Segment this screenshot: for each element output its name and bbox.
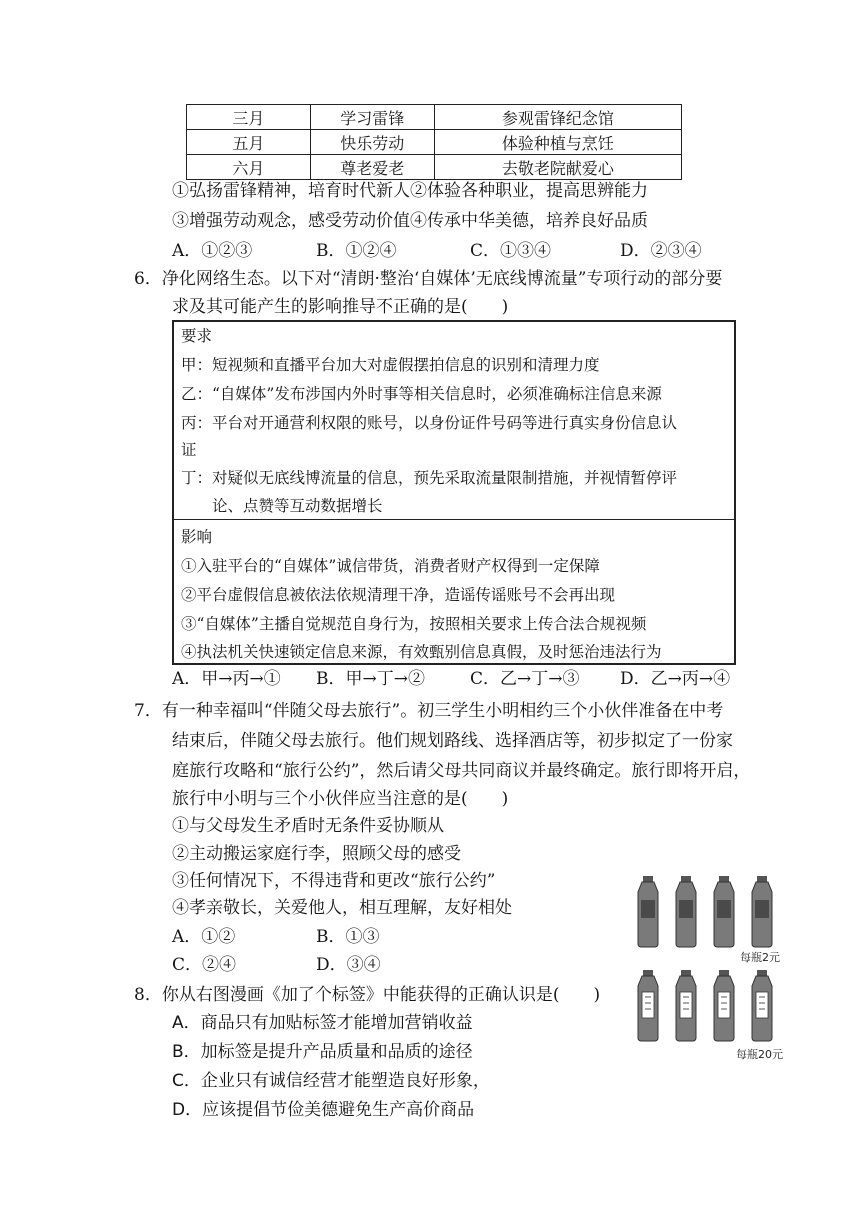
q5-option-b: B．①②④ bbox=[316, 241, 397, 261]
table-cell: 三月 bbox=[187, 105, 311, 130]
q6-stem: 求及其可能产生的影响推导不正确的是( ) bbox=[172, 297, 509, 317]
price-bottom-label: 每瓶20元 bbox=[736, 1048, 783, 1061]
q7-statement: ①与父母发生矛盾时无条件妥协顺从 bbox=[172, 816, 444, 836]
table-row bbox=[187, 155, 682, 180]
q7-stem: 7．有一种幸福叫“伴随父母去旅行”。初三学生小明相约三个小伙伴准备在中考 bbox=[134, 701, 724, 721]
impact-title: 影响 bbox=[181, 528, 213, 546]
req-line: 丁：对疑似无底线博流量的信息，预先采取流量限制措施，并视情暂停评 bbox=[181, 469, 678, 487]
impact-line: ④执法机关快速锁定信息来源，有效甄别信息真假，及时惩治违法行为 bbox=[181, 643, 662, 661]
q6-option-d: D．乙→丙→④ bbox=[620, 669, 731, 689]
table-cell: 参观雷锋纪念馆 bbox=[434, 105, 681, 130]
q5-option-c: C．①③④ bbox=[470, 241, 552, 261]
q7-statement: ②主动搬运家庭行李，照顾父母的感受 bbox=[172, 844, 461, 864]
table-cell: 去敬老院献爱心 bbox=[434, 155, 681, 180]
schedule-table bbox=[186, 104, 682, 180]
q6-box bbox=[172, 320, 736, 665]
price-top-label: 每瓶2元 bbox=[740, 951, 780, 964]
table-cell: 五月 bbox=[187, 130, 311, 155]
q5-statement-line: ①弘扬雷锋精神，培育时代新人②体验各种职业，提高思辨能力 bbox=[172, 181, 648, 201]
bottle-comic-image bbox=[628, 870, 793, 1070]
q5-statement-line: ③增强劳动观念，感受劳动价值④传承中华美德，培养良好品质 bbox=[172, 211, 648, 231]
q8-option-c: C．企业只有诚信经营才能塑造良好形象， bbox=[172, 1071, 490, 1091]
req-line: 甲：短视频和直播平台加大对虚假摆拍信息的识别和清理力度 bbox=[181, 356, 600, 374]
req-title: 要求 bbox=[181, 327, 213, 345]
box-divider bbox=[174, 519, 734, 520]
q6-option-a: A．甲→丙→① bbox=[172, 669, 281, 689]
table-row bbox=[187, 105, 682, 130]
q7-stem: 庭旅行攻略和“旅行公约”，然后请父母共同商议并最终确定。旅行即将开启， bbox=[172, 761, 751, 781]
table-cell: 快乐劳动 bbox=[310, 130, 434, 155]
q7-statement: ④孝亲敬长，关爱他人，相互理解，友好相处 bbox=[172, 898, 512, 918]
q7-option-d: D．③④ bbox=[316, 955, 381, 975]
table-cell: 尊老爱老 bbox=[310, 155, 434, 180]
table-row bbox=[187, 130, 682, 155]
q8-stem: 8．你从右图漫画《加了个标签》中能获得的正确认识是( ) bbox=[134, 985, 601, 1005]
table-cell: 学习雷锋 bbox=[310, 105, 434, 130]
q5-option-d: D．②③④ bbox=[620, 241, 702, 261]
q8-option-a: A．商品只有加贴标签才能增加营销收益 bbox=[172, 1013, 473, 1033]
impact-line: ①入驻平台的“自媒体”诚信带货，消费者财产权得到一定保障 bbox=[181, 557, 600, 575]
q8-option-d: D．应该提倡节俭美德避免生产高价商品 bbox=[172, 1100, 475, 1120]
q6-option-c: C．乙→丁→③ bbox=[470, 669, 580, 689]
q7-stem: 旅行中小明与三个小伙伴应当注意的是( ) bbox=[172, 789, 509, 809]
q5-option-a: A．①②③ bbox=[172, 241, 253, 261]
q7-option-b: B．①③ bbox=[316, 927, 380, 947]
q7-option-c: C．②④ bbox=[172, 955, 237, 975]
q7-stem: 结束后，伴随父母去旅行。他们规划路线、选择酒店等，初步拟定了一份家 bbox=[172, 731, 733, 751]
q6-option-b: B．甲→丁→② bbox=[316, 669, 425, 689]
q8-option-b: B．加标签是提升产品质量和品质的途径 bbox=[172, 1042, 473, 1062]
q6-stem: 6．净化网络生态。以下对“清朗·整治‘自媒体’无底线博流量”专项行动的部分要 bbox=[134, 269, 723, 289]
table-cell: 体验种植与烹饪 bbox=[434, 130, 681, 155]
impact-line: ②平台虚假信息被依法依规清理干净，造谣传谣账号不会再出现 bbox=[181, 586, 616, 604]
q7-statement: ③任何情况下，不得违背和更改“旅行公约” bbox=[172, 871, 496, 891]
q7-option-a: A．①② bbox=[172, 927, 236, 947]
req-line: 丙：平台对开通营利权限的账号，以身份证件号码等进行真实身份信息认 bbox=[181, 414, 678, 432]
req-line: 证 bbox=[181, 441, 197, 459]
table-cell: 六月 bbox=[187, 155, 311, 180]
req-line: 论、点赞等互动数据增长 bbox=[181, 497, 383, 515]
impact-line: ③“自媒体”主播自觉规范自身行为，按照相关要求上传合法合规视频 bbox=[181, 615, 647, 633]
req-line: 乙：“自媒体”发布涉国内外时事等相关信息时，必须准确标注信息来源 bbox=[181, 385, 662, 403]
